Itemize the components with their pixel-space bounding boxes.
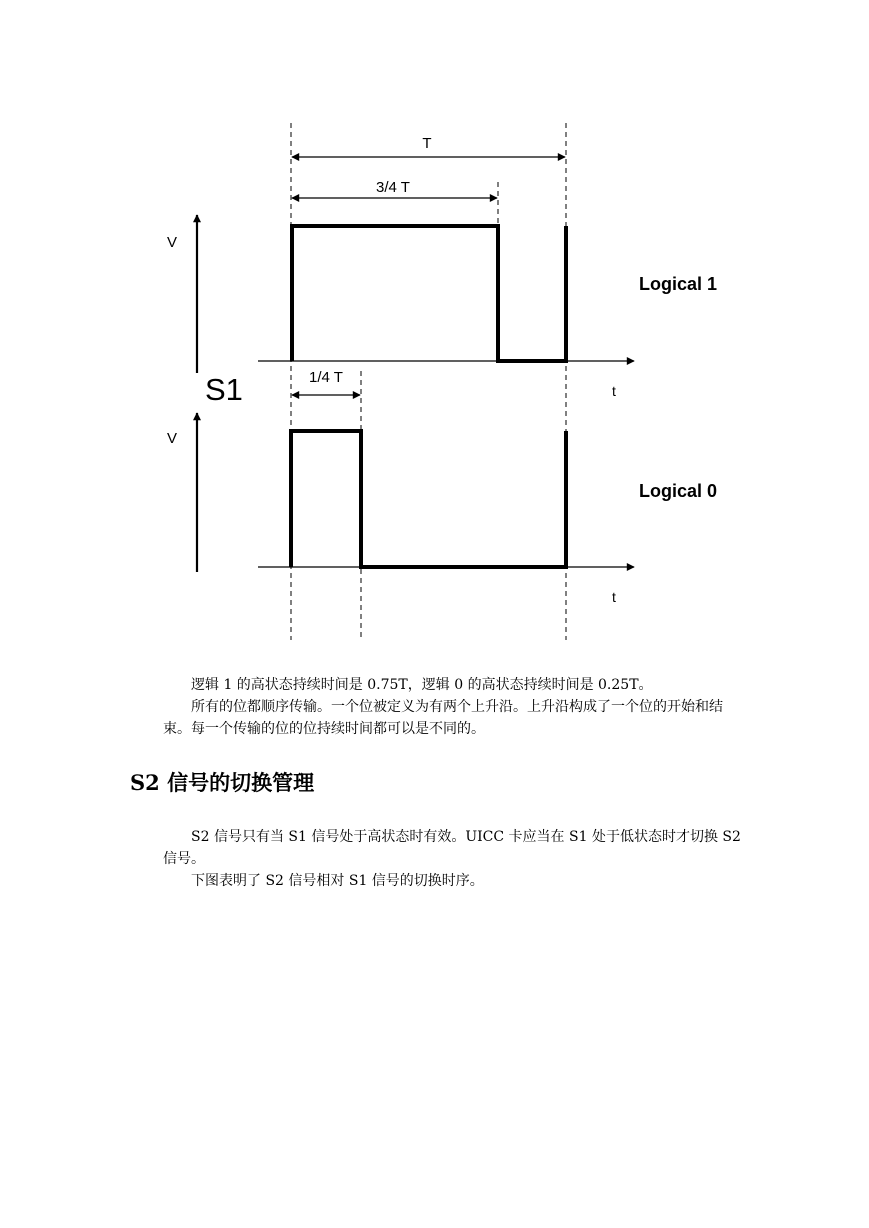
label-s1: S1 (205, 372, 243, 407)
label-T: T (422, 135, 432, 152)
axes (258, 361, 634, 567)
label-logical-1: Logical 1 (639, 274, 718, 294)
waveform-logical-0 (291, 431, 566, 567)
paragraph-bit-transmission: 所有的位都顺序传输。一个位被定义为有两个上升沿。上升沿构成了一个位的开始和结束。每一个传输的位的位持续时间都可以是不同的。 (163, 699, 723, 737)
label-logical-0: Logical 0 (639, 481, 718, 501)
label-v-top: V (167, 234, 178, 251)
waveform-logical-1 (292, 226, 566, 361)
paragraph-switch-timing: 下图表明了 S2 信号相对 S1 信号的切换时序。 (191, 873, 484, 889)
section-heading-s2: S2 信号的切换管理 (130, 770, 315, 795)
label-v-bottom: V (167, 430, 178, 447)
waveforms (291, 226, 566, 567)
label-quarter-T: 1/4 T (309, 369, 343, 386)
label-t-top: t (612, 383, 616, 399)
paragraph-logic-duration: 逻辑 1 的高状态持续时间是 0.75T，逻辑 0 的高状态持续时间是 0.25T。 (191, 677, 653, 693)
label-three-quarter-T: 3/4 T (376, 179, 410, 196)
paragraph-s2-validity: S2 信号只有当 S1 信号处于高状态时有效。UICC 卡应当在 S1 处于低状态时才切换 S2 信号。 (163, 829, 741, 867)
label-t-bottom: t (612, 589, 616, 605)
